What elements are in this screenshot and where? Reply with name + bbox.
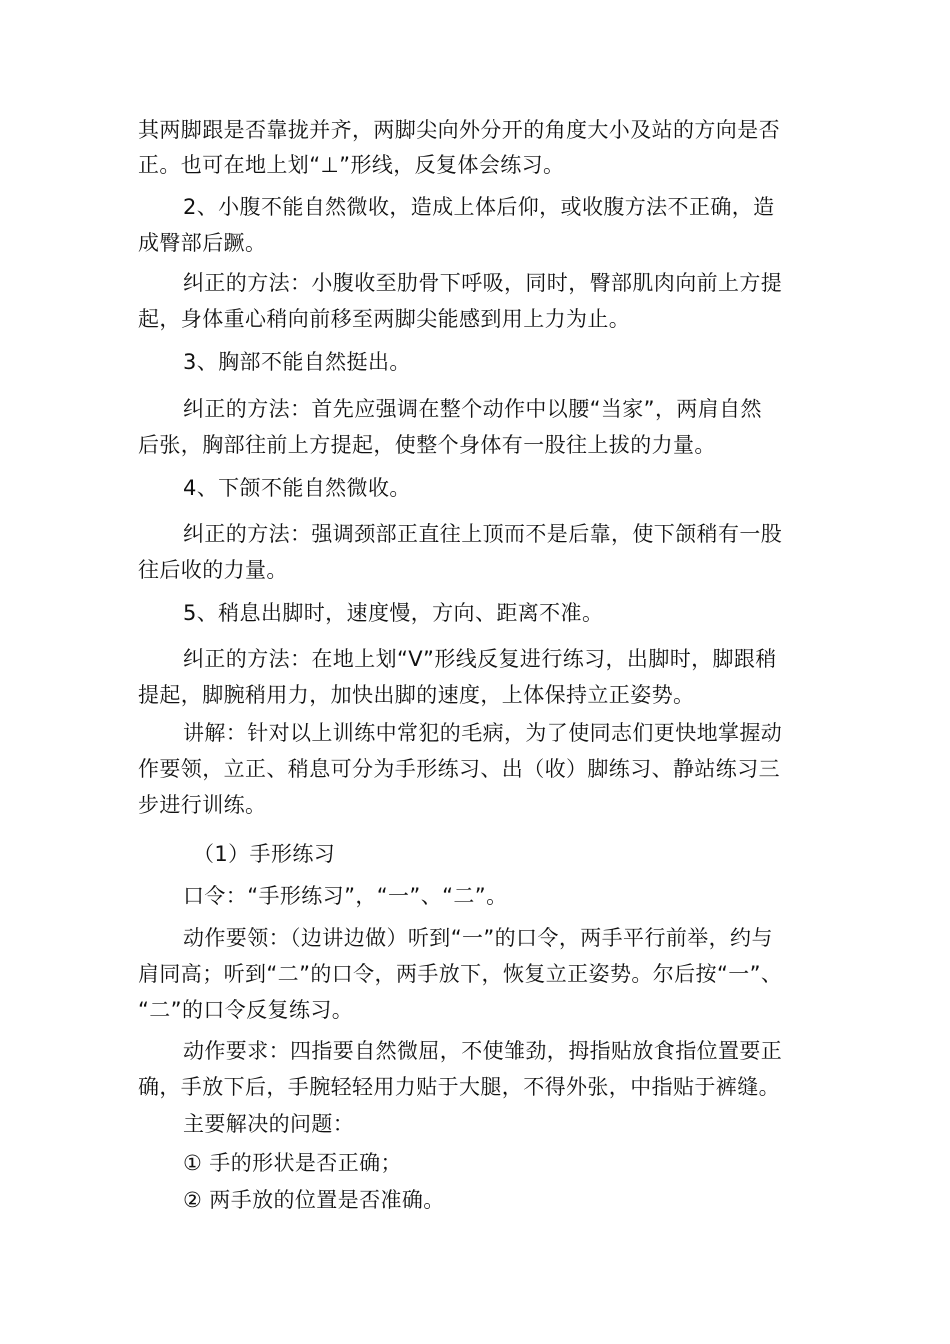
- paragraph-line: 其两脚跟是否靠拢并齐，两脚尖向外分开的角度大小及站的方向是否: [138, 118, 780, 142]
- paragraph-line: 确，手放下后，手腕轻轻用力贴于大腿，不得外张，中指贴于裤缝。: [138, 1075, 780, 1099]
- item-2-heading: 2、小腹不能自然微收，造成上体后仰，或收腹方法不正确，造: [183, 195, 775, 219]
- action-essentials-text: 动作要领：（边讲边做）听到“一”的口令，两手平行前举，约与: [183, 926, 773, 950]
- item-4-heading: 4、下颌不能自然微收。: [183, 476, 411, 500]
- paragraph-line: 步进行训练。: [138, 793, 267, 817]
- item-3-heading: 3、胸部不能自然挺出。: [183, 350, 411, 374]
- issue-item: ② 两手放的位置是否准确。: [183, 1188, 445, 1212]
- correction-text: 纠正的方法：在地上划“V”形线反复进行练习，出脚时，脚跟稍: [183, 647, 777, 671]
- correction-text: 纠正的方法：强调颈部正直往上顶而不是后靠，使下颌稍有一股: [183, 522, 783, 546]
- paragraph-line: “二”的口令反复练习。: [138, 998, 354, 1022]
- main-issues-heading: 主要解决的问题：: [183, 1112, 355, 1136]
- correction-text: 纠正的方法：小腹收至肋骨下呼吸，同时，臀部肌肉向前上方提: [183, 271, 783, 295]
- paragraph-line: 作要领，立正、稍息可分为手形练习、出（收）脚练习、静站练习三: [138, 757, 780, 781]
- issue-item: ① 手的形状是否正确；: [183, 1151, 402, 1175]
- action-requirements-text: 动作要求：四指要自然微屈，不使雏劲，拇指贴放食指位置要正: [183, 1039, 783, 1063]
- explanation-text: 讲解：针对以上训练中常犯的毛病，为了使同志们更快地掌握动: [183, 721, 783, 745]
- section-heading: （1）手形练习: [193, 842, 336, 866]
- correction-text: 纠正的方法：首先应强调在整个动作中以腰“当家”，两肩自然: [183, 397, 762, 421]
- paragraph-line: 起，身体重心稍向前移至两脚尖能感到用上力为止。: [138, 307, 631, 331]
- paragraph-line: 成臀部后蹶。: [138, 231, 267, 255]
- command-text: 口令：“手形练习”，“一”、“二”。: [183, 884, 508, 908]
- paragraph-line: 肩同高；听到“二”的口令，两手放下，恢复立正姿势。尔后按“一”、: [138, 962, 783, 986]
- paragraph-line: 正。也可在地上划“⊥”形线，反复体会练习。: [138, 153, 565, 177]
- paragraph-line: 往后收的力量。: [138, 558, 288, 582]
- paragraph-line: 提起，脚腕稍用力，加快出脚的速度，上体保持立正姿势。: [138, 683, 695, 707]
- item-5-heading: 5、稍息出脚时，速度慢，方向、距离不准。: [183, 601, 604, 625]
- paragraph-line: 后张，胸部往前上方提起，使整个身体有一股往上拔的力量。: [138, 433, 716, 457]
